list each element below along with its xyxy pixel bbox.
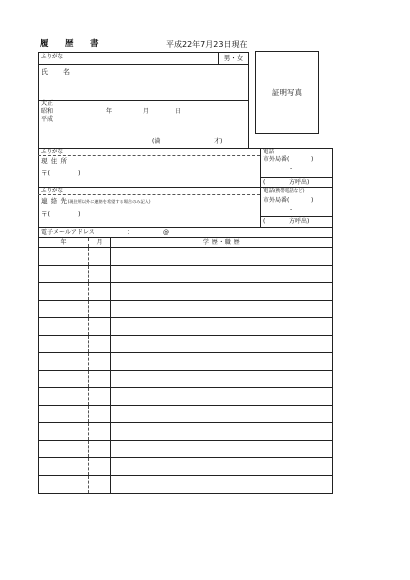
contact-address-heading <box>41 198 150 205</box>
history-year-cell <box>39 318 89 335</box>
birth-era-heisei: 平成 <box>41 116 54 123</box>
history-month-cell <box>89 248 111 265</box>
history-year-cell <box>39 353 89 370</box>
history-table-body <box>39 248 332 493</box>
history-year-cell <box>39 336 89 353</box>
history-entry-cell <box>111 248 332 265</box>
history-year-cell <box>39 441 89 458</box>
email-label: 電子メールアドレス <box>41 228 95 236</box>
history-year-cell <box>39 423 89 440</box>
contact-address-note: (現住所以外に連絡を希望する場合のみ記入) <box>67 199 151 204</box>
name-furigana-label: ふりがな <box>41 54 64 60</box>
history-entry-cell <box>111 266 332 283</box>
gender-options: 男・女 <box>218 52 249 65</box>
history-entry-cell <box>111 476 332 494</box>
history-year-cell <box>39 458 89 475</box>
contact-postal-code-open: 〒( <box>41 210 51 218</box>
history-entry-cell <box>111 458 332 475</box>
contact-phone-heading <box>263 189 305 195</box>
history-entry-header: 学 歴・職 歴 <box>202 238 241 246</box>
contact-call-open: ( <box>263 218 266 225</box>
document-title: 履 歴 書 <box>40 39 103 49</box>
document-date: 平成22年7月23日現在 <box>166 40 248 49</box>
current-postal-code-close: ) <box>78 169 81 177</box>
history-entry-cell <box>111 318 332 335</box>
contact-phone-note: (携帯電話など) <box>274 189 305 194</box>
history-month-cell <box>89 476 111 494</box>
table-row <box>39 423 332 441</box>
history-month-cell <box>89 353 111 370</box>
birth-era-taisho: 大正 <box>41 100 54 107</box>
history-entry-cell <box>111 388 332 405</box>
contact-area-code-open: 市外局番( <box>263 197 290 204</box>
table-row <box>39 406 332 424</box>
history-year-cell <box>39 248 89 265</box>
history-year-header: 年 <box>39 238 89 247</box>
birth-month-label: 月 <box>143 108 150 115</box>
email-at-sign: @ <box>163 228 169 236</box>
contact-address-furigana-label: ふりがな <box>41 188 64 194</box>
birth-year-label: 年 <box>106 108 113 115</box>
age-label-close: 才) <box>214 138 223 145</box>
current-area-code-close: ) <box>311 156 314 163</box>
contact-call-divider <box>260 216 333 217</box>
table-row <box>39 371 332 389</box>
table-row <box>39 458 332 476</box>
id-photo-label: 証明写真 <box>272 87 302 97</box>
contact-call-close: 方呼出) <box>289 218 310 225</box>
history-entry-cell <box>111 423 332 440</box>
table-row <box>39 388 332 406</box>
table-row <box>39 441 332 459</box>
current-area-code-open: 市外局番( <box>263 156 290 163</box>
id-photo-box <box>255 51 319 134</box>
history-table-header <box>39 238 332 248</box>
table-row <box>39 476 332 494</box>
history-month-cell <box>89 301 111 318</box>
current-phone-label: 電話 <box>263 149 275 155</box>
contact-postal-code-close: ) <box>78 210 81 218</box>
table-row <box>39 248 332 266</box>
history-month-cell <box>89 441 111 458</box>
current-phone-separator: - <box>290 165 293 172</box>
history-month-cell <box>89 336 111 353</box>
table-row <box>39 283 332 301</box>
history-year-cell <box>39 476 89 494</box>
table-row <box>39 266 332 284</box>
history-entry-cell <box>111 283 332 300</box>
history-month-cell <box>89 388 111 405</box>
current-call-close: 方呼出) <box>289 179 310 186</box>
contact-area-code-close: ) <box>311 197 314 204</box>
name-label: 氏 名 <box>41 68 74 76</box>
history-month-cell <box>89 458 111 475</box>
email-colon: ： <box>127 228 134 236</box>
current-call-open: ( <box>263 179 266 186</box>
table-row <box>39 353 332 371</box>
current-address-label: 現 住 所 <box>41 157 68 165</box>
address-block-divider <box>38 187 333 188</box>
history-entry-cell <box>111 353 332 370</box>
contact-address-furigana-divider <box>38 194 260 195</box>
history-entry-cell <box>111 371 332 388</box>
contact-address-label: 連 絡 先 <box>41 197 68 205</box>
contact-phone-label: 電話 <box>263 188 275 194</box>
current-call-divider <box>260 177 333 178</box>
history-month-cell <box>89 283 111 300</box>
history-entry-cell <box>111 336 332 353</box>
history-year-cell <box>39 388 89 405</box>
history-year-cell <box>39 371 89 388</box>
history-month-cell <box>89 406 111 423</box>
name-birthdate-divider <box>38 100 249 101</box>
history-year-cell <box>39 283 89 300</box>
history-year-cell <box>39 301 89 318</box>
table-row <box>39 318 332 336</box>
birth-era-showa: 昭和 <box>41 108 54 115</box>
current-postal-code-open: 〒( <box>41 169 51 177</box>
birth-day-label: 日 <box>175 108 182 115</box>
contact-phone-separator: - <box>290 206 293 213</box>
history-month-cell <box>89 318 111 335</box>
history-month-cell <box>89 423 111 440</box>
age-label-open: (満 <box>152 138 161 145</box>
current-address-furigana-label: ふりがな <box>41 149 64 155</box>
history-entry-cell <box>111 441 332 458</box>
history-year-cell <box>39 266 89 283</box>
education-work-history-table <box>38 237 333 494</box>
current-address-furigana-divider <box>38 155 260 156</box>
table-row <box>39 301 332 319</box>
history-month-header: 月 <box>89 238 111 247</box>
history-entry-cell <box>111 301 332 318</box>
history-month-cell <box>89 266 111 283</box>
history-entry-cell <box>111 406 332 423</box>
history-year-cell <box>39 406 89 423</box>
table-row <box>39 336 332 354</box>
history-month-cell <box>89 371 111 388</box>
